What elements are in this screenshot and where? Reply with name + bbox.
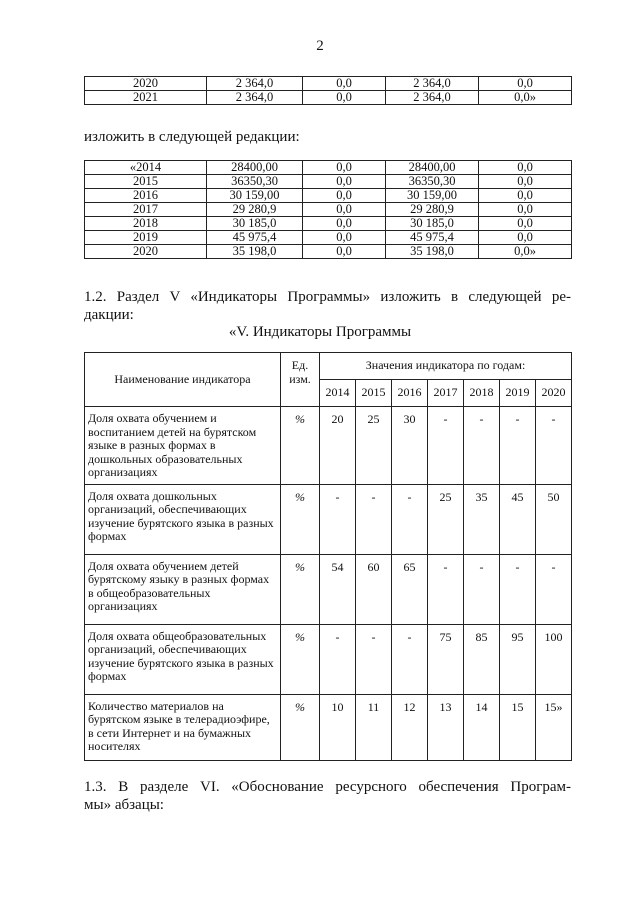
- paragraph-1-2-continued: дакции:: [84, 307, 134, 323]
- indicator-unit: %: [281, 554, 320, 624]
- paragraph-1-3-continued: мы» абзацы:: [84, 797, 164, 813]
- funding-new-row: [85, 245, 572, 259]
- funding-new-cell: 30 159,00: [386, 189, 479, 203]
- funding-new-cell: 0,0: [479, 231, 572, 245]
- indicator-value: 50: [536, 484, 572, 554]
- funding-new-cell: 0,0: [303, 231, 386, 245]
- funding-new-cell: 0,0: [479, 217, 572, 231]
- funding-new-cell: 30 159,00: [207, 189, 303, 203]
- indicator-value: 95: [500, 624, 536, 694]
- indicator-row: [85, 407, 572, 485]
- funding-new-cell: 2018: [85, 217, 207, 231]
- edit-instruction: изложить в следующей редакции:: [84, 129, 300, 145]
- indicator-value: 10: [320, 694, 356, 760]
- indicator-unit: %: [281, 624, 320, 694]
- indicator-value: 60: [356, 554, 392, 624]
- indicator-value: 75: [428, 624, 464, 694]
- section-title: «V. Индикаторы Программы: [228, 324, 412, 340]
- funding-new-cell: «2014: [85, 161, 207, 175]
- funding-old-cell: 0,0: [303, 77, 386, 91]
- paragraph-1-2: 1.2. Раздел V «Индикаторы Программы» изложить в следующей ре-: [84, 289, 571, 305]
- indicator-value: 12: [392, 694, 428, 760]
- funding-old-cell: 2 364,0: [207, 77, 303, 91]
- funding-new-cell: 2016: [85, 189, 207, 203]
- indicator-name: Количество материалов на бурятском языке в телерадиоэфире, в сети Интернет и на бумажных носителях: [85, 694, 281, 760]
- funding-old-cell: 0,0»: [479, 91, 572, 105]
- funding-old-cell: 2 364,0: [386, 77, 479, 91]
- indicator-value: -: [536, 407, 572, 485]
- indicator-value: 54: [320, 554, 356, 624]
- year-header-cell: 2017: [428, 380, 464, 407]
- indicator-unit: %: [281, 694, 320, 760]
- indicator-value: 25: [428, 484, 464, 554]
- indicator-value: 30: [392, 407, 428, 485]
- funding-new-cell: 36350,30: [386, 175, 479, 189]
- funding-new-cell: 0,0: [303, 217, 386, 231]
- funding-new-cell: 0,0: [479, 161, 572, 175]
- year-header-cell: 2016: [392, 380, 428, 407]
- header-indicator-name: Наименование индикатора: [85, 353, 281, 407]
- indicator-value: -: [356, 624, 392, 694]
- indicator-value: -: [464, 407, 500, 485]
- funding-new-cell: 28400,00: [207, 161, 303, 175]
- paragraph-1-3: 1.3. В разделе VI. «Обоснование ресурсного обеспечения Програм-: [84, 779, 571, 795]
- funding-old-row: [85, 77, 572, 91]
- funding-new-cell: 36350,30: [207, 175, 303, 189]
- indicator-value: -: [392, 484, 428, 554]
- indicator-value: 15: [500, 694, 536, 760]
- indicator-value: 15»: [536, 694, 572, 760]
- funding-new-cell: 29 280,9: [207, 203, 303, 217]
- funding-new-row: [85, 175, 572, 189]
- indicators-table: [84, 352, 572, 761]
- indicator-name: Доля охвата общеобразовательных организаций, обеспечивающих изучение бурятского языка в разных формах: [85, 624, 281, 694]
- funding-new-cell: 28400,00: [386, 161, 479, 175]
- funding-new-cell: 0,0»: [479, 245, 572, 259]
- indicator-value: 13: [428, 694, 464, 760]
- funding-new-cell: 0,0: [479, 203, 572, 217]
- funding-new-cell: 0,0: [303, 175, 386, 189]
- indicator-value: 20: [320, 407, 356, 485]
- funding-new-cell: 45 975,4: [207, 231, 303, 245]
- year-header-cell: 2018: [464, 380, 500, 407]
- indicator-value: -: [428, 407, 464, 485]
- funding-new-cell: 30 185,0: [207, 217, 303, 231]
- indicator-row: [85, 624, 572, 694]
- funding-new-row: [85, 217, 572, 231]
- indicator-value: -: [500, 407, 536, 485]
- funding-new-cell: 0,0: [303, 161, 386, 175]
- funding-old-row: [85, 91, 572, 105]
- funding-old-cell: 2 364,0: [386, 91, 479, 105]
- funding-new-row: [85, 161, 572, 175]
- indicator-value: -: [392, 624, 428, 694]
- indicator-value: 25: [356, 407, 392, 485]
- indicator-value: 11: [356, 694, 392, 760]
- funding-new-cell: 30 185,0: [386, 217, 479, 231]
- indicator-value: -: [500, 554, 536, 624]
- funding-new-cell: 0,0: [479, 189, 572, 203]
- funding-new-cell: 2015: [85, 175, 207, 189]
- indicator-unit: %: [281, 484, 320, 554]
- funding-new-cell: 45 975,4: [386, 231, 479, 245]
- funding-new-cell: 35 198,0: [207, 245, 303, 259]
- funding-old-cell: 0,0: [479, 77, 572, 91]
- funding-old-cell: 2020: [85, 77, 207, 91]
- funding-new-cell: 29 280,9: [386, 203, 479, 217]
- year-header-cell: 2019: [500, 380, 536, 407]
- year-header-cell: 2014: [320, 380, 356, 407]
- funding-new-cell: 0,0: [479, 175, 572, 189]
- funding-old-cell: 0,0: [303, 91, 386, 105]
- indicator-row: [85, 484, 572, 554]
- indicator-name: Доля охвата обучением и воспитанием детей на бурятском языке в разных формах в дошкольных образовательных организациях: [85, 407, 281, 485]
- indicator-value: 35: [464, 484, 500, 554]
- indicator-value: 14: [464, 694, 500, 760]
- indicator-value: -: [320, 484, 356, 554]
- indicator-value: -: [320, 624, 356, 694]
- funding-new-cell: 35 198,0: [386, 245, 479, 259]
- indicator-row: [85, 694, 572, 760]
- funding-new-row: [85, 231, 572, 245]
- indicators-header-row: [85, 353, 572, 380]
- funding-new-row: [85, 189, 572, 203]
- page-number: 2: [316, 38, 324, 54]
- funding-new-row: [85, 203, 572, 217]
- funding-new-cell: 0,0: [303, 203, 386, 217]
- year-header-cell: 2020: [536, 380, 572, 407]
- indicator-value: -: [356, 484, 392, 554]
- funding-table-old: [84, 76, 572, 105]
- indicator-name: Доля охвата дошкольных организаций, обеспечивающих изучение бурятского языка в разных формах: [85, 484, 281, 554]
- indicator-value: -: [464, 554, 500, 624]
- funding-new-cell: 0,0: [303, 189, 386, 203]
- funding-new-cell: 0,0: [303, 245, 386, 259]
- indicator-value: 85: [464, 624, 500, 694]
- header-values-by-year: Значения индикатора по годам:: [320, 353, 572, 380]
- indicator-value: -: [428, 554, 464, 624]
- indicator-row: [85, 554, 572, 624]
- indicator-value: 65: [392, 554, 428, 624]
- indicator-value: -: [536, 554, 572, 624]
- indicator-unit: %: [281, 407, 320, 485]
- funding-old-cell: 2 364,0: [207, 91, 303, 105]
- funding-table-new: [84, 160, 572, 259]
- year-header-cell: 2015: [356, 380, 392, 407]
- indicator-name: Доля охвата обучением детей бурятскому языку в разных формах в общеобразовательных организациях: [85, 554, 281, 624]
- funding-new-cell: 2019: [85, 231, 207, 245]
- header-unit: Ед. изм.: [281, 353, 320, 407]
- indicator-value: 100: [536, 624, 572, 694]
- funding-new-cell: 2017: [85, 203, 207, 217]
- funding-new-cell: 2020: [85, 245, 207, 259]
- indicator-value: 45: [500, 484, 536, 554]
- funding-old-cell: 2021: [85, 91, 207, 105]
